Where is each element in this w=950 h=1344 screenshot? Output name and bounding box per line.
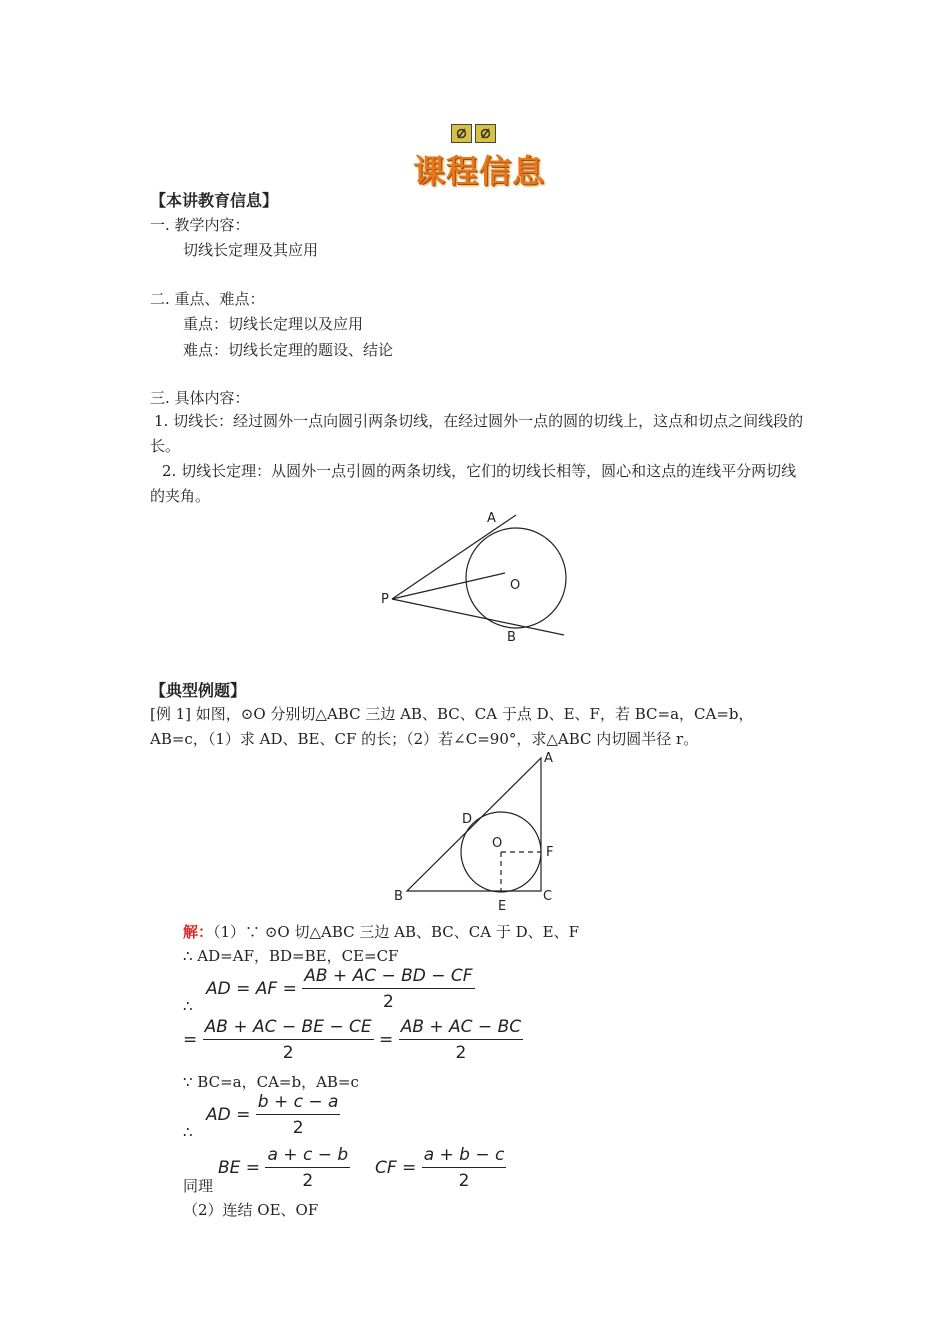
tangent-figure (370, 505, 580, 650)
label-o: O (492, 836, 503, 851)
logo-icons (451, 124, 496, 143)
equation-be: BE = $\frac{a + c - b}{2}$ (218, 1145, 349, 1191)
label-e: E (498, 899, 507, 914)
item-tangent-theorem: 2. 切线长定理：从圆外一点引圆的两条切线，它们的切线长相等，圆心和这点的连线平分两切线的夹角。 (150, 462, 797, 505)
label-b: B (507, 630, 516, 645)
incircle-figure (388, 750, 563, 915)
page-title: 课程信息 (413, 152, 546, 190)
equation-ad-af: AD = AF = $\frac{AB + AC - BD - CF}{2}$ (206, 966, 473, 1012)
logo-icon (475, 124, 496, 143)
example-1: [例 1] 如图，⊙O 分别切△ABC 三边 AB、BC、CA 于点 D、E、F，若 BC=a，CA=b，AB=c，（1）求 AD、BE、CF 的长；（2）若∠C=90°，求△ABC 内切圆半径 r。 (150, 705, 754, 748)
similarly-label: 同理 (183, 1177, 214, 1195)
key-heading: 二. 重点、难点： (150, 290, 265, 308)
label-d: D (462, 812, 473, 827)
label-f: F (546, 845, 554, 860)
triangle-abc (407, 758, 541, 891)
label-a: A (544, 751, 553, 766)
therefore-2: ∴ (183, 1123, 193, 1141)
label-a: A (487, 511, 496, 526)
logo-icon (451, 124, 472, 143)
label-c: C (543, 889, 553, 904)
key-point: 重点：切线长定理以及应用 (183, 315, 364, 333)
because-line: ∵ BC=a，CA=b，AB=c (183, 1073, 359, 1091)
solution-part-2: （2）连结 OE、OF (183, 1201, 319, 1219)
content-heading: 一. 教学内容： (150, 216, 250, 234)
content-text: 切线长定理及其应用 (183, 241, 319, 259)
equation-cf: CF = $\frac{a + b - c}{2}$ (375, 1145, 505, 1191)
solution-label: 解： (183, 923, 214, 941)
label-p: P (381, 592, 389, 607)
therefore-1: ∴ (183, 997, 193, 1015)
equation-ad: AD = $\frac{b + c - a}{2}$ (206, 1092, 339, 1138)
tangent-line-pa (392, 515, 516, 599)
tangent-line-pb (392, 599, 564, 635)
detail-heading: 三. 具体内容： (150, 389, 250, 407)
difficult-point: 难点：切线长定理的题设、结论 (183, 341, 394, 359)
label-o: O (510, 578, 521, 593)
equation-chain: = $\frac{AB + AC - BE - CE}{2}$ = $\frac{AB + AC - BC}{2}$ (183, 1017, 522, 1063)
label-b: B (394, 889, 403, 904)
section-title-info: 【本讲教育信息】 (150, 191, 279, 210)
item-tangent-length: 1. 切线长：经过圆外一点向圆引两条切线，在经过圆外一点的圆的切线上，这点和切点之间线段的长。 (150, 412, 804, 455)
section-title-examples: 【典型例题】 (150, 681, 247, 700)
solution-line-1: 解：（1）∵ ⊙O 切△ABC 三边 AB、BC、CA 于 D、E、F (183, 923, 580, 941)
solution-line-2: ∴ AD=AF，BD=BE，CE=CF (183, 947, 399, 965)
line-po (392, 573, 505, 599)
